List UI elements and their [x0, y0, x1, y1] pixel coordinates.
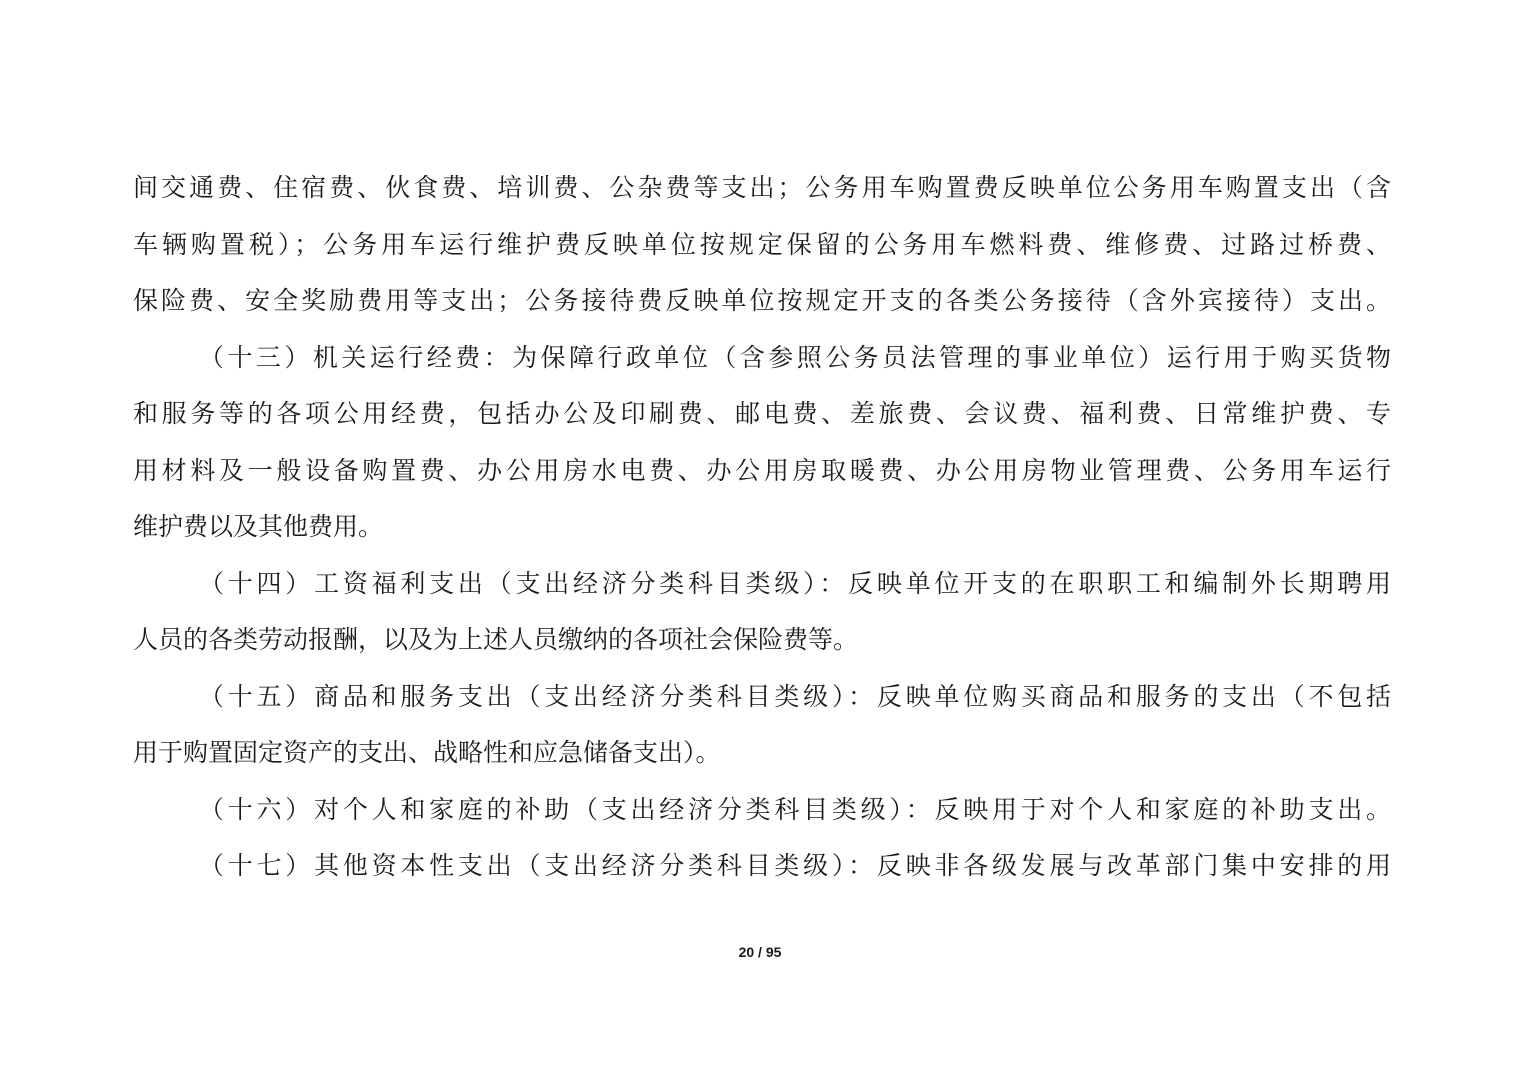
text-line: 保险费、安全奖励费用等支出；公务接待费反映单位按规定开支的各类公务接待（含外宾接待）支出。 — [133, 286, 1391, 315]
text-line: 维护费以及其他费用。 — [133, 512, 384, 541]
text-line: 和服务等的各项公用经费，包括办公及印刷费、邮电费、差旅费、会议费、福利费、日常维护费、专 — [133, 399, 1391, 428]
text-line: 用于购置固定资产的支出、战略性和应急储备支出）。 — [133, 738, 721, 767]
page-number: 20 / 95 — [738, 944, 782, 960]
text-line: 用材料及一般设备购置费、办公用房水电费、办公用房取暖费、办公用房物业管理费、公务用车运行 — [133, 455, 1391, 485]
text-line: 人员的各类劳动报酬，以及为上述人员缴纳的各项社会保险费等。 — [133, 625, 859, 654]
paragraph-17-first-line: （十七）其他资本性支出（支出经济分类科目类级）：反映非各级发展与改革部门集中安排的用 — [199, 851, 1391, 880]
paragraph-13-first-line: （十三）机关运行经费：为保障行政单位（含参照公务员法管理的事业单位）运行用于购买货物 — [199, 342, 1391, 372]
text-line: 车辆购置税）；公务用车运行维护费反映单位按规定保留的公务用车燃料费、维修费、过路过桥费、 — [133, 229, 1391, 259]
paragraph-14-first-line: （十四）工资福利支出（支出经济分类科目类级）：反映单位开支的在职职工和编制外长期聘用 — [199, 568, 1391, 598]
paragraph-16-first-line: （十六）对个人和家庭的补助（支出经济分类科目类级）：反映用于对个人和家庭的补助支出。 — [199, 794, 1391, 824]
text-line: 间交通费、住宿费、伙食费、培训费、公杂费等支出；公务用车购置费反映单位公务用车购置支出（含 — [133, 173, 1391, 202]
paragraph-15-first-line: （十五）商品和服务支出（支出经济分类科目类级）：反映单位购买商品和服务的支出（不包括 — [199, 681, 1391, 711]
document-body — [133, 160, 1391, 895]
